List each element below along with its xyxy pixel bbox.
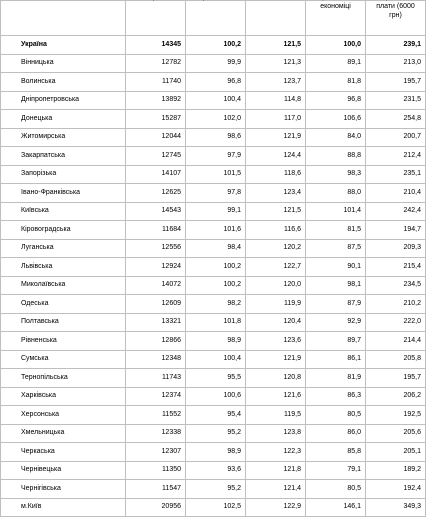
vs-june-cell: 95,2	[186, 480, 246, 499]
wage-cell: 12556	[126, 239, 186, 258]
vs-min-cell: 213,0	[366, 54, 426, 73]
vs-min-cell: 212,4	[366, 147, 426, 166]
table-row	[1, 332, 426, 351]
region-cell: Україна	[1, 36, 126, 55]
vs-min-cell: 200,7	[366, 128, 426, 147]
table-row	[1, 91, 426, 110]
wage-cell: 15287	[126, 110, 186, 129]
vs-avg-cell: 89,1	[306, 54, 366, 73]
vs-min-cell: 214,4	[366, 332, 426, 351]
wage-cell: 12307	[126, 443, 186, 462]
region-cell: Сумська	[1, 350, 126, 369]
vs-avg-cell: 90,1	[306, 258, 366, 277]
vs-july-cell: 121,3	[246, 54, 306, 73]
region-cell: Київська	[1, 202, 126, 221]
vs-july-cell: 123,7	[246, 73, 306, 92]
vs-avg-cell: 86,1	[306, 350, 366, 369]
wage-cell: 11684	[126, 221, 186, 240]
vs-july-cell: 120,4	[246, 313, 306, 332]
region-cell: Кіровоградська	[1, 221, 126, 240]
region-cell: Черкаська	[1, 443, 126, 462]
region-cell: Дніпропетровська	[1, 91, 126, 110]
table-row	[1, 36, 426, 55]
region-cell: Чернівецька	[1, 461, 126, 480]
region-cell: Вінницька	[1, 54, 126, 73]
vs-july-cell: 114,8	[246, 91, 306, 110]
vs-june-cell: 100,2	[186, 36, 246, 55]
vs-min-cell: 231,5	[366, 91, 426, 110]
header-vs-june-text	[189, 0, 242, 2]
vs-avg-cell: 98,3	[306, 165, 366, 184]
vs-avg-cell: 80,5	[306, 406, 366, 425]
region-cell: Волинська	[1, 73, 126, 92]
region-cell: м.Київ	[1, 498, 126, 517]
wage-cell: 20956	[126, 498, 186, 517]
vs-june-cell: 98,6	[186, 128, 246, 147]
vs-june-cell: 100,2	[186, 276, 246, 295]
vs-min-cell: 192,4	[366, 480, 426, 499]
vs-min-cell: 210,4	[366, 184, 426, 203]
vs-july-cell: 120,2	[246, 239, 306, 258]
header-wage	[126, 1, 186, 36]
header-vs-june	[186, 1, 246, 36]
vs-june-cell: 102,5	[186, 498, 246, 517]
vs-june-cell: 100,4	[186, 350, 246, 369]
vs-june-cell: 93,6	[186, 461, 246, 480]
region-cell: Рівненська	[1, 332, 126, 351]
header-wage-text	[129, 0, 182, 2]
region-cell: Львівська	[1, 258, 126, 277]
vs-july-cell: 122,3	[246, 443, 306, 462]
region-cell: Луганська	[1, 239, 126, 258]
table-row	[1, 184, 426, 203]
wage-cell: 12044	[126, 128, 186, 147]
vs-avg-cell: 79,1	[306, 461, 366, 480]
wage-cell: 14543	[126, 202, 186, 221]
vs-avg-cell: 86,3	[306, 387, 366, 406]
wage-cell: 12866	[126, 332, 186, 351]
vs-min-cell: 209,3	[366, 239, 426, 258]
wage-cell: 12782	[126, 54, 186, 73]
vs-min-cell: 234,5	[366, 276, 426, 295]
vs-july-cell: 122,9	[246, 498, 306, 517]
table-row	[1, 443, 426, 462]
table-row	[1, 424, 426, 443]
vs-avg-cell: 88,0	[306, 184, 366, 203]
vs-june-cell: 101,5	[186, 165, 246, 184]
vs-avg-cell: 81,5	[306, 221, 366, 240]
vs-avg-cell: 146,1	[306, 498, 366, 517]
vs-min-cell: 254,8	[366, 110, 426, 129]
vs-july-cell: 121,6	[246, 387, 306, 406]
wage-cell: 12745	[126, 147, 186, 166]
region-cell: Полтавська	[1, 313, 126, 332]
vs-june-cell: 95,2	[186, 424, 246, 443]
vs-june-cell: 96,8	[186, 73, 246, 92]
region-cell: Івано-Франківська	[1, 184, 126, 203]
region-cell: Одеська	[1, 295, 126, 314]
vs-june-cell: 95,5	[186, 369, 246, 388]
header-vs-july	[246, 1, 306, 36]
vs-june-cell: 97,9	[186, 147, 246, 166]
table-row	[1, 202, 426, 221]
vs-july-cell: 116,6	[246, 221, 306, 240]
vs-july-cell: 121,9	[246, 128, 306, 147]
vs-june-cell: 98,2	[186, 295, 246, 314]
vs-min-cell: 222,0	[366, 313, 426, 332]
wage-cell: 12609	[126, 295, 186, 314]
vs-min-cell: 192,5	[366, 406, 426, 425]
table-row	[1, 461, 426, 480]
table-row	[1, 276, 426, 295]
wage-cell: 11350	[126, 461, 186, 480]
header-vs-avg-text: економіці	[320, 3, 351, 10]
vs-avg-cell: 87,9	[306, 295, 366, 314]
vs-july-cell: 121,5	[246, 36, 306, 55]
region-cell: Житомирська	[1, 128, 126, 147]
region-cell: Чернігівська	[1, 480, 126, 499]
table-row	[1, 110, 426, 129]
vs-june-cell: 97,8	[186, 184, 246, 203]
table-row	[1, 313, 426, 332]
wage-cell: 14107	[126, 165, 186, 184]
vs-avg-cell: 89,7	[306, 332, 366, 351]
region-cell: Тернопільська	[1, 369, 126, 388]
vs-min-cell: 242,4	[366, 202, 426, 221]
table-row	[1, 221, 426, 240]
vs-june-cell: 101,8	[186, 313, 246, 332]
vs-july-cell: 121,9	[246, 350, 306, 369]
vs-june-cell: 102,0	[186, 110, 246, 129]
vs-avg-cell: 81,8	[306, 73, 366, 92]
table-row	[1, 295, 426, 314]
header-vs-min-text: плати (6000 грн)	[376, 3, 415, 19]
vs-july-cell: 121,5	[246, 202, 306, 221]
table-row	[1, 54, 426, 73]
wage-cell: 13892	[126, 91, 186, 110]
vs-min-cell: 235,1	[366, 165, 426, 184]
vs-avg-cell: 92,9	[306, 313, 366, 332]
vs-june-cell: 99,1	[186, 202, 246, 221]
table-row	[1, 147, 426, 166]
wage-cell: 14072	[126, 276, 186, 295]
table-row	[1, 498, 426, 517]
wage-cell: 12338	[126, 424, 186, 443]
vs-july-cell: 122,7	[246, 258, 306, 277]
vs-avg-cell: 87,5	[306, 239, 366, 258]
wage-cell: 12924	[126, 258, 186, 277]
vs-july-cell: 121,8	[246, 461, 306, 480]
vs-july-cell: 123,6	[246, 332, 306, 351]
header-region	[1, 1, 126, 36]
vs-july-cell: 118,6	[246, 165, 306, 184]
vs-june-cell: 100,6	[186, 387, 246, 406]
table-row	[1, 239, 426, 258]
table-row	[1, 369, 426, 388]
region-cell: Харківська	[1, 387, 126, 406]
region-cell: Донецька	[1, 110, 126, 129]
vs-min-cell: 195,7	[366, 73, 426, 92]
vs-june-cell: 95,4	[186, 406, 246, 425]
region-cell: Херсонська	[1, 406, 126, 425]
vs-min-cell: 206,2	[366, 387, 426, 406]
wage-cell: 13321	[126, 313, 186, 332]
vs-min-cell: 205,1	[366, 443, 426, 462]
table-header-row	[1, 1, 426, 36]
vs-avg-cell: 80,5	[306, 480, 366, 499]
vs-min-cell: 215,4	[366, 258, 426, 277]
region-cell: Миколаївська	[1, 276, 126, 295]
wage-cell: 11740	[126, 73, 186, 92]
wage-cell: 11743	[126, 369, 186, 388]
vs-june-cell: 98,4	[186, 239, 246, 258]
wage-cell: 12625	[126, 184, 186, 203]
vs-june-cell: 98,9	[186, 332, 246, 351]
vs-june-cell: 100,2	[186, 258, 246, 277]
vs-avg-cell: 101,4	[306, 202, 366, 221]
vs-avg-cell: 96,8	[306, 91, 366, 110]
table-row	[1, 165, 426, 184]
vs-min-cell: 239,1	[366, 36, 426, 55]
vs-july-cell: 119,9	[246, 295, 306, 314]
vs-avg-cell: 81,9	[306, 369, 366, 388]
vs-avg-cell: 100,0	[306, 36, 366, 55]
region-cell: Запорізька	[1, 165, 126, 184]
vs-july-cell: 120,8	[246, 369, 306, 388]
vs-min-cell: 189,2	[366, 461, 426, 480]
vs-july-cell: 124,4	[246, 147, 306, 166]
table-row	[1, 128, 426, 147]
wage-cell: 12348	[126, 350, 186, 369]
table-row	[1, 387, 426, 406]
table-row	[1, 258, 426, 277]
region-cell: Хмельницька	[1, 424, 126, 443]
vs-avg-cell: 106,6	[306, 110, 366, 129]
vs-min-cell: 205,6	[366, 424, 426, 443]
vs-june-cell: 98,9	[186, 443, 246, 462]
vs-june-cell: 99,9	[186, 54, 246, 73]
vs-july-cell: 123,8	[246, 424, 306, 443]
table-row	[1, 350, 426, 369]
header-vs-avg	[306, 1, 366, 36]
table-row	[1, 73, 426, 92]
vs-avg-cell: 86,0	[306, 424, 366, 443]
vs-min-cell: 195,7	[366, 369, 426, 388]
vs-july-cell: 117,0	[246, 110, 306, 129]
vs-avg-cell: 85,8	[306, 443, 366, 462]
vs-avg-cell: 98,1	[306, 276, 366, 295]
wage-cell: 14345	[126, 36, 186, 55]
vs-july-cell: 121,4	[246, 480, 306, 499]
vs-july-cell: 120,0	[246, 276, 306, 295]
wage-cell: 12374	[126, 387, 186, 406]
table-row	[1, 480, 426, 499]
wage-cell: 11552	[126, 406, 186, 425]
vs-min-cell: 194,7	[366, 221, 426, 240]
vs-july-cell: 119,5	[246, 406, 306, 425]
vs-june-cell: 100,4	[186, 91, 246, 110]
table-row	[1, 406, 426, 425]
vs-min-cell: 349,3	[366, 498, 426, 517]
vs-avg-cell: 84,0	[306, 128, 366, 147]
vs-min-cell: 205,8	[366, 350, 426, 369]
vs-july-cell: 123,4	[246, 184, 306, 203]
region-cell: Закарпатська	[1, 147, 126, 166]
vs-avg-cell: 88,8	[306, 147, 366, 166]
header-vs-min	[366, 1, 426, 36]
vs-min-cell: 210,2	[366, 295, 426, 314]
wage-cell: 11547	[126, 480, 186, 499]
vs-june-cell: 101,6	[186, 221, 246, 240]
header-vs-july-text	[249, 0, 302, 2]
